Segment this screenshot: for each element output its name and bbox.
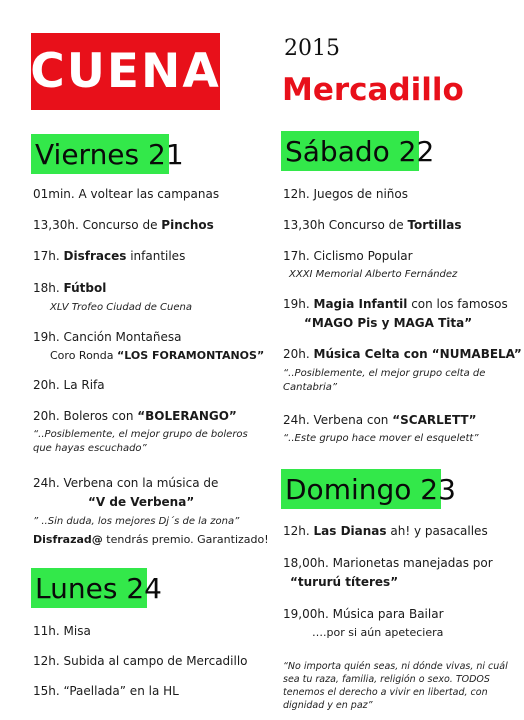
year-label: 2015 xyxy=(284,36,340,61)
event-lunes-2: 12h. Subida al campo de Mercadillo xyxy=(33,654,248,668)
day-label: Lunes 24 xyxy=(35,571,162,605)
event-note: “..Posiblemente, el mejor grupo celta de xyxy=(283,368,486,379)
event-viernes-4: 18h. Fútbol xyxy=(33,281,107,295)
event-sabado-2: 13,30h Concurso de Tortillas xyxy=(283,218,462,232)
day-header-viernes xyxy=(31,134,184,174)
event-subline: “MAGO Pis y MAGA Tita” xyxy=(304,316,473,330)
day-label: Domingo 23 xyxy=(285,472,456,506)
event-viernes-2: 13,30h. Concurso de Pinchos xyxy=(33,218,214,232)
event-note: ” ..Sin duda, los mejores Dj´s de la zona” xyxy=(33,516,240,527)
event-domingo-2: 18,00h. Marionetas manejadas por xyxy=(283,556,493,570)
event-sabado-5: 20h. Música Celta con “NUMABELA” xyxy=(283,347,522,361)
event-subline: Coro Ronda “LOS FORAMONTANOS” xyxy=(50,349,265,362)
event-note: XXXI Memorial Alberto Fernández xyxy=(289,269,458,280)
event-lunes-1: 11h. Misa xyxy=(33,624,91,638)
event-viernes-1: 01min. A voltear las campanas xyxy=(33,187,220,201)
event-note: que hayas escuchado” xyxy=(33,443,147,454)
event-viernes-3: 17h. Disfraces infantiles xyxy=(33,249,186,263)
event-viernes-8: 24h. Verbena con la música de xyxy=(33,476,219,490)
event-viernes-5: 19h. Canción Montañesa xyxy=(33,330,182,344)
event-subline: Disfrazad@ tendrás premio. Garantizado! xyxy=(33,533,269,546)
event-sabado-6: 24h. Verbena con “SCARLETT” xyxy=(283,413,477,427)
event-subline: “tururú títeres” xyxy=(290,575,399,589)
page-title: CUENA xyxy=(30,44,221,99)
closing-quote-line: tenemos el derecho a vivir en libertad, con xyxy=(283,687,488,698)
event-domingo-1: 12h. Las Dianas ah! y pasacalles xyxy=(283,524,488,538)
event-subline: “V de Verbena” xyxy=(88,495,195,509)
event-note: “..Este grupo hace mover el esquelett” xyxy=(283,433,479,444)
day-header-domingo xyxy=(281,469,456,509)
event-subline: ….por si aún apeteciera xyxy=(312,626,444,639)
event-sabado-3: 17h. Ciclismo Popular xyxy=(283,249,413,263)
day-header-sabado xyxy=(281,131,435,171)
event-viernes-6: 20h. La Rifa xyxy=(33,378,105,392)
closing-quote-line: “No importa quién seas, ni dónde vivas, ni cuál xyxy=(283,661,508,672)
event-domingo-3: 19,00h. Música para Bailar xyxy=(283,607,444,621)
closing-quote-line: dignidad y en paz” xyxy=(283,700,373,711)
title-banner xyxy=(31,33,220,110)
day-label: Sábado 22 xyxy=(285,134,435,168)
day-header-lunes xyxy=(31,568,162,608)
event-note: “..Posiblemente, el mejor grupo de boleros xyxy=(33,429,248,440)
event-note: Cantabria” xyxy=(283,382,338,393)
closing-quote-line: sea tu raza, familia, religión o sexo. TODOS xyxy=(283,674,490,685)
event-sabado-4: 19h. Magia Infantil con los famosos xyxy=(283,297,508,311)
subtitle: Mercadillo xyxy=(282,72,464,108)
event-lunes-3: 15h. “Paellada” en la HL xyxy=(33,684,179,698)
event-viernes-7: 20h. Boleros con “BOLERANGO” xyxy=(33,409,237,423)
day-label: Viernes 21 xyxy=(35,137,184,171)
event-note: XLV Trofeo Ciudad de Cuena xyxy=(50,302,192,313)
event-sabado-1: 12h. Juegos de niños xyxy=(283,187,409,201)
